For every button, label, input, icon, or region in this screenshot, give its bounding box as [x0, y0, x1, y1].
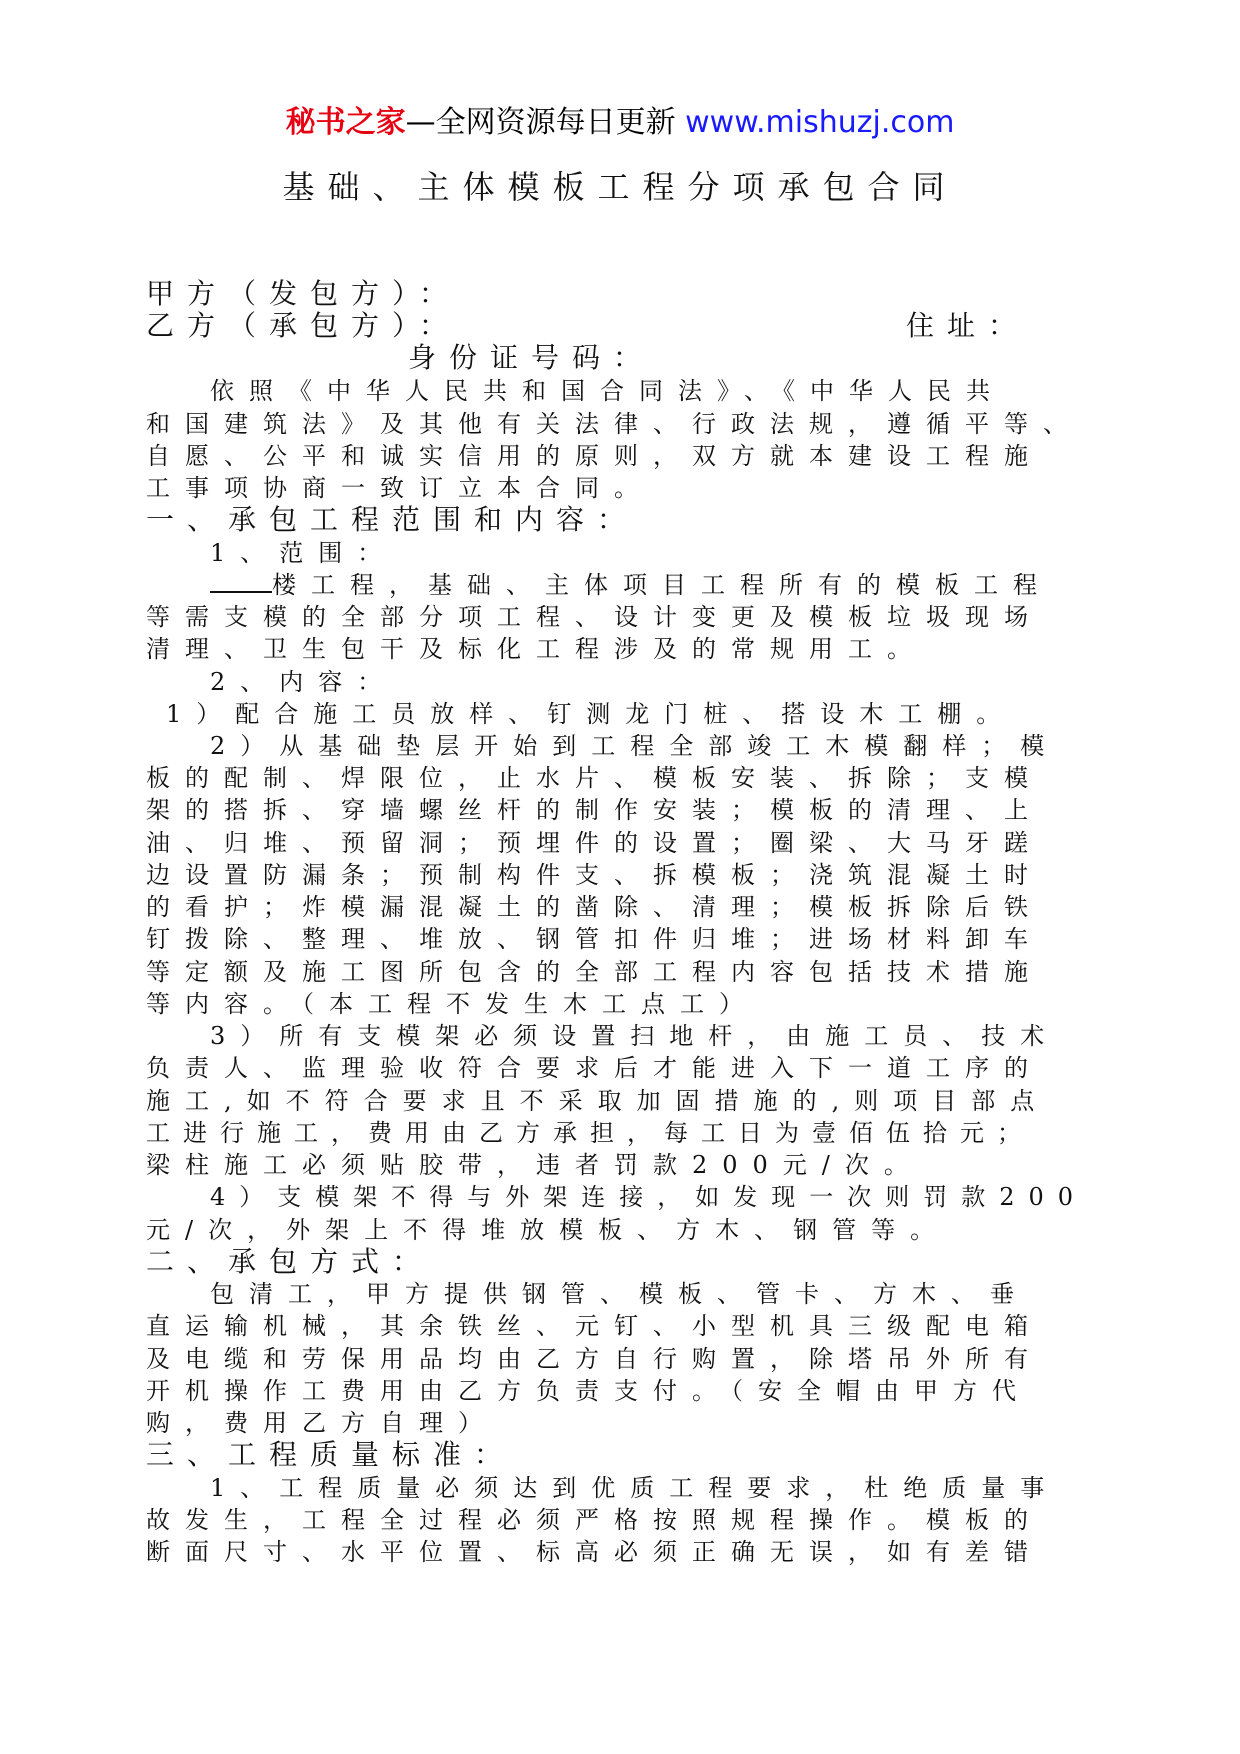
preamble-line: 自愿、公平和诚实信用的原则，双方就本建设工程施	[146, 442, 1043, 470]
content-line: 架的搭拆、穿墙螺丝杆的制作安装；模板的清理、上	[146, 796, 1043, 824]
method-line: 购，费用乙方自理）	[146, 1409, 497, 1437]
party-b-line: 乙方（承包方）：	[146, 309, 461, 342]
content-line: 的看护；炸模漏混凝土的凿除、清理；模板拆除后铁	[146, 893, 1043, 921]
content-item: 3）所有支模架必须设置扫地杆，由施工员、技术	[210, 1022, 1060, 1050]
content-item: 1）配合施工员放样、钉测龙门桩、搭设木工棚。	[166, 700, 1016, 728]
method-line: 开机操作工费用由乙方负责支付。（安全帽由甲方代	[146, 1377, 1031, 1405]
site-header	[0, 100, 1240, 146]
method-line: 及电缆和劳保用品均由乙方自行购置，除塔吊外所有	[146, 1345, 1043, 1373]
header-slogan: —全网资源每日更新	[405, 105, 676, 140]
content-line: 钉拨除、整理、堆放、钢管扣件归堆；进场材料卸车	[146, 925, 1043, 953]
subsection-heading: 2、内容：	[210, 668, 397, 696]
id-number-label: 身份证号码：	[408, 341, 655, 374]
quality-line: 故发生，工程全过程必须严格按照规程操作。模板的	[146, 1506, 1043, 1534]
scope-line	[210, 569, 1052, 601]
method-line: 直运输机械，其余铁丝、元钉、小型机具三级配电箱	[146, 1312, 1043, 1340]
subsection-heading: 1、范围：	[210, 539, 397, 567]
brand-name: 秘书之家	[285, 105, 406, 140]
content-line: 等内容。（本工程不发生木工点工）	[146, 990, 758, 1018]
quality-line: 1、工程质量必须达到优质工程要求，杜绝质量事	[210, 1474, 1060, 1502]
scope-text: 楼工程，基础、主体项目工程所有的模板工程	[272, 571, 1052, 599]
scope-line: 等需支模的全部分项工程、设计变更及模板垃圾现场	[146, 603, 1043, 631]
content-line: 工进行施工，费用由乙方承担，每工日为壹佰伍拾元；	[146, 1119, 1034, 1147]
preamble-line: 依照《中华人民共和国合同法》、《中华人民共	[210, 377, 1005, 405]
content-line: 梁柱施工必须贴胶带，违者罚款200元/次。	[146, 1151, 923, 1179]
content-line: 板的配制、焊限位，止水片、模板安装、拆除；支模	[146, 764, 1043, 792]
content-line: 负责人、监理验收符合要求后才能进入下一道工序的	[146, 1054, 1043, 1082]
quality-line: 断面尺寸、水平位置、标高必须正确无误，如有差错	[146, 1538, 1043, 1566]
content-item: 4）支模架不得与外架连接，如发现一次则罚款200	[210, 1183, 1088, 1211]
content-line: 等定额及施工图所包含的全部工程内容包括技术措施	[146, 958, 1043, 986]
section-heading: 一、承包工程范围和内容：	[146, 503, 639, 536]
preamble-line: 和国建筑法》及其他有关法律、行政法规，遵循平等、	[146, 410, 1082, 438]
section-heading: 三、工程质量标准：	[146, 1438, 516, 1471]
content-line: 油、归堆、预留洞；预埋件的设置；圈梁、大马牙蹉	[146, 829, 1043, 857]
content-item: 2）从基础垫层开始到工程全部竣工木模翻样；模	[210, 732, 1060, 760]
method-line: 包清工，甲方提供钢管、模板、管卡、方木、垂	[210, 1280, 1029, 1308]
site-url-link[interactable]: www.mishuzj.com	[685, 105, 955, 140]
section-heading: 二、承包方式：	[146, 1245, 434, 1278]
blank-field	[210, 569, 272, 593]
preamble-line: 工事项协商一致订立本合同。	[146, 474, 653, 502]
address-label: 住址：	[906, 309, 1030, 342]
content-line: 边设置防漏条；预制构件支、拆模板；浇筑混凝土时	[146, 861, 1043, 889]
document-title: 基础、主体模板工程分项承包合同	[282, 168, 958, 206]
content-line: 施工,如不符合要求且不采取加固措施的,则项目部点	[146, 1087, 1050, 1115]
content-line: 元/次，外架上不得堆放模板、方木、钢管等。	[146, 1216, 950, 1244]
party-a-line: 甲方（发包方）：	[146, 277, 461, 310]
scope-line: 清理、卫生包干及标化工程涉及的常规用工。	[146, 635, 926, 663]
